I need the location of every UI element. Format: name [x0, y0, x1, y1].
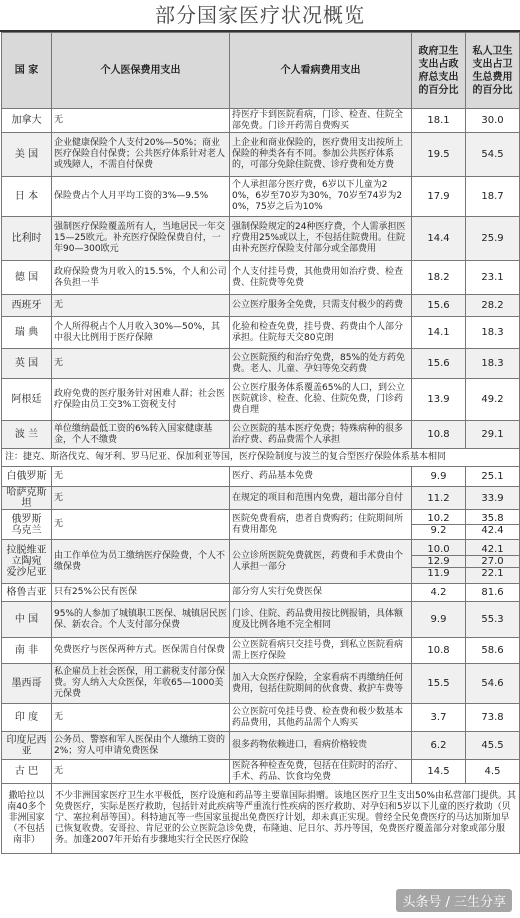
- country-cell: 日 本: [2, 177, 52, 217]
- value-entry: 15.5: [427, 678, 450, 689]
- private-share-cell: [466, 664, 520, 704]
- header-private: 私人卫生支出占卫生总费用的百分比: [466, 33, 520, 109]
- value-entry: 6.2: [430, 740, 447, 751]
- private-share-cell: 28.2: [466, 295, 520, 317]
- private-share-cell: [466, 704, 520, 732]
- table-row: [2, 510, 520, 540]
- overview-table: [1, 32, 520, 854]
- medical-cell: 很多药物依赖进口，看病价格较贵: [230, 732, 412, 760]
- header-gov: 政府卫生支出占政府总支出的百分比: [412, 33, 466, 109]
- value-stack: [466, 614, 519, 625]
- insurance-cell: 由工作单位为员工缴纳医疗保险费，个人不缴保费: [52, 540, 230, 584]
- value-entry: 81.6: [481, 587, 504, 598]
- medical-cell: 个人支付挂号费，其他费用如治疗费、检查费、住院费等免费: [230, 261, 412, 295]
- private-share-cell: [466, 510, 520, 540]
- value-entry: 42.4: [466, 524, 519, 536]
- private-share-cell: [466, 584, 520, 602]
- private-share-cell: [466, 732, 520, 760]
- gov-share-cell: [412, 638, 466, 664]
- insurance-cell: 无: [52, 109, 230, 133]
- insurance-cell: 无: [52, 704, 230, 732]
- insurance-cell: 95%的人参加了城镇职工医保、城镇居民医保、新农合。个人支付部分保费: [52, 602, 230, 638]
- country-cell: 德 国: [2, 261, 52, 295]
- table-row: [2, 109, 520, 133]
- insurance-cell: 公务员、警察和军人医保由个人缴纳工资的2%；穷人可申请免费医保: [52, 732, 230, 760]
- gov-share-cell: 19.5: [412, 133, 466, 177]
- value-stack: [466, 493, 519, 504]
- private-share-cell: 54.5: [466, 133, 520, 177]
- gov-share-cell: [412, 584, 466, 602]
- value-entry: 11.9: [412, 567, 465, 579]
- country-cell: 印 度: [2, 704, 52, 732]
- private-share-cell: 25.9: [466, 217, 520, 261]
- private-share-cell: [466, 467, 520, 487]
- country-cell: 阿根廷: [2, 379, 52, 421]
- value-entry: 9.9: [430, 614, 447, 625]
- value-entry: 58.6: [481, 645, 504, 656]
- table-row: [2, 664, 520, 704]
- gov-share-cell: 10.8: [412, 421, 466, 449]
- value-stack: [412, 712, 465, 723]
- gov-share-cell: [412, 540, 466, 584]
- medical-cell: 公立诊所医院免费就医，药费和手术费由个人承担一部分: [230, 540, 412, 584]
- gov-share-cell: 14.4: [412, 217, 466, 261]
- medical-cell: 公立医院预约和治疗免费，85%的处方药免费。老人、儿童、孕妇等免交药费: [230, 349, 412, 379]
- value-entry: 9.2: [412, 524, 465, 536]
- medical-cell: 化验和检查免费，挂号费、药费由个人部分承担。住院每天交80克朗: [230, 317, 412, 349]
- private-share-cell: [466, 487, 520, 510]
- value-entry: 10.8: [427, 645, 450, 656]
- value-entry: 55.3: [481, 614, 504, 625]
- gov-share-cell: [412, 704, 466, 732]
- value-entry: 12.9: [412, 555, 465, 567]
- private-share-cell: [466, 602, 520, 638]
- value-entry: 10.2: [427, 513, 450, 524]
- country-cell: 白俄罗斯: [2, 467, 52, 487]
- country-cell: 美 国: [2, 133, 52, 177]
- gov-share-cell: [412, 760, 466, 784]
- medical-cell: 持医疗卡到医院看病，门诊、检查、住院全部免费。门诊开药需自费购买: [230, 109, 412, 133]
- medical-cell: 医院各种检查免费，包括在住院时的治疗、手术、药品、饮食均免费: [230, 760, 412, 784]
- value-entry: 4.2: [430, 587, 447, 598]
- medical-cell: 公立医疗服务体系覆盖65%的人口，到公立医院就诊、检查、化验、住院免费，门诊药费自理: [230, 379, 412, 421]
- private-share-cell: 18.3: [466, 317, 520, 349]
- gov-share-cell: 14.1: [412, 317, 466, 349]
- value-stack: [466, 678, 519, 689]
- value-stack: [412, 766, 465, 777]
- medical-cell: 医院免费看病，患者自费购药；住院期间所有费用都免: [230, 510, 412, 540]
- value-stack: [412, 471, 465, 482]
- value-entry: 25.1: [481, 471, 504, 482]
- gov-share-cell: [412, 510, 466, 540]
- table-row: [2, 177, 520, 217]
- table-row: [2, 379, 520, 421]
- country-cell: 墨西哥: [2, 664, 52, 704]
- value-stack: [466, 513, 519, 536]
- country-cell: 印度尼西亚: [2, 732, 52, 760]
- gov-share-cell: [412, 467, 466, 487]
- medical-cell: 公立医院看病只交挂号费，到私立医院看病需上医疗保险: [230, 638, 412, 664]
- value-stack: [412, 678, 465, 689]
- value-entry: 11.2: [427, 492, 450, 504]
- country-cell: 拉脱维亚 立陶宛 爱沙尼亚: [2, 540, 52, 584]
- private-share-cell: [466, 540, 520, 584]
- medical-cell: 强制保险规定的24种医疗费，个人需承担医疗费用25%或以上，不包括住院费用。住院由补充医疗保险支付部分或全部费用: [230, 217, 412, 261]
- country-cell: 波 兰: [2, 421, 52, 449]
- value-stack: [466, 471, 519, 482]
- medical-cell: 门诊、住院、药品费用按比例报销，具体额度及比例各地不完全相同: [230, 602, 412, 638]
- country-cell: 格鲁吉亚: [2, 584, 52, 602]
- value-entry: 3.7: [430, 712, 447, 723]
- value-stack: [466, 766, 519, 777]
- country-cell: 加拿大: [2, 109, 52, 133]
- insurance-cell: 单位缴纳最低工资的6%转入国家健康基金，个人不缴费: [52, 421, 230, 449]
- table-row: [2, 487, 520, 510]
- insurance-cell: 个人所得税占个人月收入30%—50%，其中很大比例用于医疗保障: [52, 317, 230, 349]
- header-medical: 个人看病费用支出: [230, 33, 412, 109]
- value-stack: [412, 587, 465, 598]
- private-share-cell: 23.1: [466, 261, 520, 295]
- value-stack: [466, 740, 519, 751]
- header-country: 国 家: [2, 33, 52, 109]
- insurance-cell: 强制医疗保险覆盖所有人，当地居民一年交15—25欧元。补充医疗保险保费自付，一年90—300欧元: [52, 217, 230, 261]
- private-share-cell: [466, 760, 520, 784]
- value-stack: [466, 544, 519, 579]
- medical-cell: 公立医院可免挂号费、检查费和极少数基本药品费用，其他药品需个人购买: [230, 704, 412, 732]
- value-entry: 33.9: [481, 492, 504, 504]
- country-cell: 西班牙: [2, 295, 52, 317]
- country-cell: 中 国: [2, 602, 52, 638]
- insurance-cell: 只有25%公民有医保: [52, 584, 230, 602]
- insurance-cell: 政府免费的医疗服务针对困难人群；社会医疗保险由员工交3%工资税支付: [52, 379, 230, 421]
- insurance-cell: 无: [52, 487, 230, 510]
- table-row: [2, 584, 520, 602]
- medical-cell: 医疗、药品基本免费: [230, 467, 412, 487]
- value-entry: 54.6: [481, 678, 504, 689]
- value-entry: 9.9: [430, 471, 447, 482]
- insurance-cell: 无: [52, 760, 230, 784]
- table-row: [2, 261, 520, 295]
- medical-cell: 个人承担部分医疗费，6岁以下儿童为20%，6岁至70岁为30%，70岁至74岁为20%，75岁之后为10%: [230, 177, 412, 217]
- gov-share-cell: 18.2: [412, 261, 466, 295]
- private-share-cell: 49.2: [466, 379, 520, 421]
- table-row: [2, 133, 520, 177]
- value-stack: [412, 513, 465, 536]
- gov-share-cell: 13.9: [412, 379, 466, 421]
- value-stack: [412, 614, 465, 625]
- private-share-cell: [466, 638, 520, 664]
- gov-share-cell: 18.1: [412, 109, 466, 133]
- medical-cell: 部分穷人实行免费医保: [230, 584, 412, 602]
- insurance-cell: 政府保险费为月收入的15.5%，个人和公司各负担一半: [52, 261, 230, 295]
- country-cell: 古 巴: [2, 760, 52, 784]
- value-stack: [466, 587, 519, 598]
- country-cell: 俄罗斯 乌克兰: [2, 510, 52, 540]
- footer-text: 不少非洲国家医疗卫生水平极低，医疗设施和药品等主要靠国际捐赠。该地区医疗卫生支出50%由私营部门提供。其免费医疗，实际是医疗救助，包括针对此疾病等严重流行性疾病的医疗救助、对孕妇和5岁以下儿童的医疗救助（贝宁、塞拉利昂等国）。科特迪瓦等一些国家虽提出免费医疗计划，却未真正实现。曾经全民免费医疗的马达加斯加早已恢复收费。安哥拉、肯尼亚的公立医院急诊免费，布隆迪、尼日尔、苏丹等国，免费医疗覆盖部分对象或部分服务。加蓬2007年开始有步骤地实行全民医疗保险: [52, 784, 520, 854]
- insurance-cell: 无: [52, 295, 230, 317]
- private-share-cell: 18.7: [466, 177, 520, 217]
- table-row: [2, 638, 520, 664]
- insurance-cell: 无: [52, 510, 230, 540]
- country-cell: 比利时: [2, 217, 52, 261]
- value-entry: 35.8: [481, 513, 504, 524]
- table-row: [2, 217, 520, 261]
- insurance-cell: 保险费占个人月平均工资的3%—9.5%: [52, 177, 230, 217]
- medical-cell: 加入大众医疗保险，全家看病不再缴纳任何费用，包括住院期间的伙食费、救护车费等: [230, 664, 412, 704]
- table-row: [2, 760, 520, 784]
- gov-share-cell: [412, 732, 466, 760]
- gov-share-cell: 17.9: [412, 177, 466, 217]
- medical-cell: 在规定的项目和范围内免费，超出部分自付: [230, 487, 412, 510]
- table-row: [2, 704, 520, 732]
- medical-cell: 上企业和商业保险的，医疗费用支出按所上保险的种类各有不同。参加公共医疗体系的，可部分免除住院费、诊疗费和处方费: [230, 133, 412, 177]
- medical-cell: 公立医疗服务全免费，只需支付极少的药费: [230, 295, 412, 317]
- gov-share-cell: 15.6: [412, 349, 466, 379]
- insurance-cell: 无: [52, 467, 230, 487]
- table-row: [2, 467, 520, 487]
- gov-share-cell: [412, 602, 466, 638]
- table-row: [2, 295, 520, 317]
- value-stack: [412, 493, 465, 504]
- private-share-cell: 29.1: [466, 421, 520, 449]
- private-share-cell: 30.0: [466, 109, 520, 133]
- value-entry: 10.0: [427, 544, 450, 555]
- watermark: 头条号 / 三生分享: [396, 889, 512, 912]
- medical-cell: 公立医院的基本医疗免费；特殊病种的很多治疗费、药品费需个人承担: [230, 421, 412, 449]
- value-stack: [466, 712, 519, 723]
- footer-region: 撒哈拉以南40多个非洲国家（不包括南非）: [2, 784, 52, 854]
- gov-share-cell: [412, 487, 466, 510]
- table-note: 注：捷克、斯洛伐克、匈牙利、罗马尼亚、保加利亚等国，医疗保险制度与波兰的复合型医疗保险体系基本相同: [2, 449, 520, 467]
- value-entry: 45.5: [481, 740, 504, 751]
- value-entry: 4.5: [484, 766, 501, 777]
- gov-share-cell: [412, 664, 466, 704]
- value-stack: [412, 645, 465, 656]
- insurance-cell: 无: [52, 349, 230, 379]
- country-cell: 瑞 典: [2, 317, 52, 349]
- insurance-cell: 企业健康保险个人支付20%—50%；商业医疗保险自付保费；公共医疗体系针对老人或残障人，不需自付保费: [52, 133, 230, 177]
- value-stack: [466, 645, 519, 656]
- country-cell: 哈萨克斯坦: [2, 487, 52, 510]
- value-entry: 42.1: [481, 544, 504, 555]
- private-share-cell: 18.3: [466, 349, 520, 379]
- insurance-cell: 私企雇员上社会医保，用工薪税支付部分保费。穷人纳入大众医保，年收65—1000美元保费: [52, 664, 230, 704]
- value-entry: 22.1: [466, 567, 519, 579]
- country-cell: 南 非: [2, 638, 52, 664]
- table-row: [2, 540, 520, 584]
- value-entry: 73.8: [481, 712, 504, 723]
- value-entry: 27.0: [466, 555, 519, 567]
- value-entry: 14.5: [427, 766, 450, 777]
- table-row: [2, 349, 520, 379]
- country-cell: 英 国: [2, 349, 52, 379]
- gov-share-cell: 15.6: [412, 295, 466, 317]
- table-row: [2, 317, 520, 349]
- header-insurance: 个人医保费用支出: [52, 33, 230, 109]
- page-title: 部分国家医疗状况概览: [0, 0, 520, 32]
- table-row: [2, 732, 520, 760]
- table-row: [2, 421, 520, 449]
- table-row: [2, 602, 520, 638]
- value-stack: [412, 544, 465, 579]
- value-stack: [412, 740, 465, 751]
- insurance-cell: 免费医疗与医保两种方式。医保需自付保费: [52, 638, 230, 664]
